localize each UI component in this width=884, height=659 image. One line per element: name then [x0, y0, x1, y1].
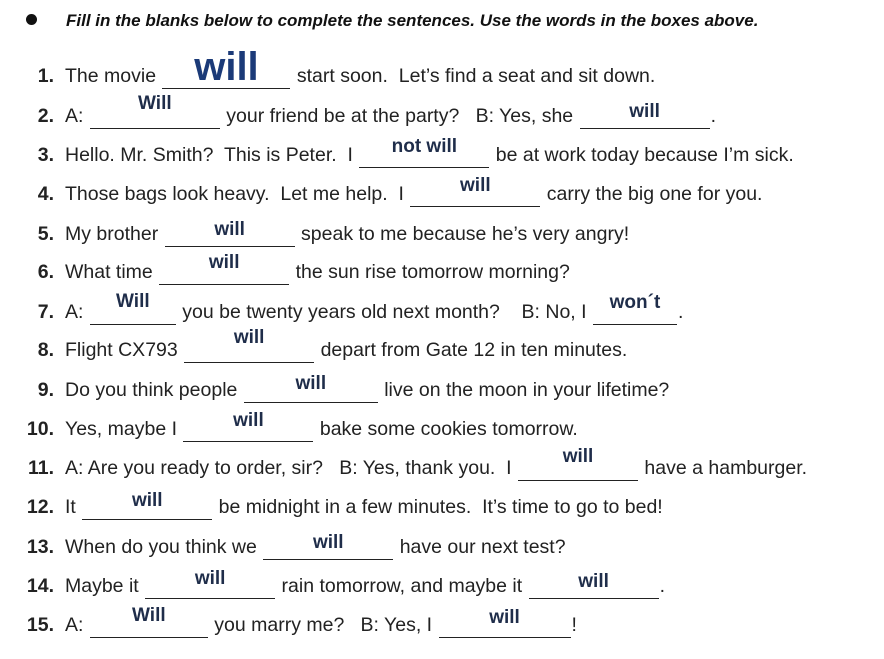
exercise-item	[0, 446, 884, 488]
sentence	[65, 93, 716, 129]
exercise-item	[0, 216, 884, 254]
handwritten-answer: will	[312, 532, 344, 553]
sentence	[65, 373, 670, 403]
exercise-item	[0, 411, 884, 449]
exercise-item	[0, 372, 884, 410]
sentence-text: rain tomorrow, and maybe it	[276, 575, 528, 597]
item-number: 8.	[37, 339, 54, 361]
sentence-text: .	[659, 575, 665, 597]
sentence	[65, 532, 566, 560]
handwritten-answer: will	[214, 219, 245, 240]
answer-blank[interactable]	[159, 252, 289, 285]
answer-blank[interactable]	[359, 136, 489, 168]
item-number: 3.	[37, 144, 54, 166]
item-number: 10.	[26, 418, 54, 440]
sentence-text: When do you think we	[65, 536, 263, 558]
instruction-text: Fill in the blanks below to complete the sentences. Use the words in the boxes above.	[66, 11, 759, 30]
sentence	[65, 291, 684, 325]
sentence	[65, 410, 578, 442]
handwritten-answer: will	[578, 571, 609, 592]
sentence-text: .	[677, 301, 684, 323]
sentence	[65, 175, 763, 207]
answer-blank[interactable]	[90, 605, 208, 638]
sentence	[65, 45, 656, 89]
handwritten-answer: will	[460, 175, 491, 196]
answer-blank[interactable]	[593, 292, 677, 325]
sentence-text: live on the moon in your lifetime?	[378, 379, 670, 401]
sentence	[65, 136, 794, 168]
handwritten-answer: will	[489, 607, 520, 628]
handwritten-answer: will	[233, 327, 265, 348]
sentence	[65, 446, 808, 481]
item-number: 9.	[37, 379, 54, 401]
sentence-text: Yes, maybe I	[65, 418, 183, 440]
handwritten-answer: will	[194, 45, 259, 89]
sentence-text: .	[710, 105, 716, 127]
answer-blank[interactable]	[82, 490, 212, 520]
answer-blank[interactable]	[580, 101, 710, 129]
answer-blank[interactable]	[410, 175, 540, 207]
handwritten-answer: Will	[116, 291, 150, 312]
sentence-text: you be twenty years old next month? B: No, I	[176, 301, 592, 323]
item-number: 14.	[26, 575, 54, 597]
exercise-item	[0, 45, 884, 96]
answer-blank[interactable]	[439, 607, 571, 638]
sentence-text: Do you think people	[65, 379, 243, 401]
sentence-text: the sun rise tomorrow morning?	[290, 261, 570, 283]
item-number: 5.	[37, 223, 54, 245]
sentence-text: Maybe it	[65, 575, 145, 597]
sentence-text: have a hamburger.	[639, 457, 808, 479]
answer-blank[interactable]	[165, 219, 295, 247]
sentence-text: speak to me because he’s very angry!	[295, 223, 630, 245]
item-number: 11.	[27, 457, 54, 479]
answer-blank[interactable]	[529, 571, 659, 599]
sentence-text: Those bags look heavy. Let me help. I	[65, 183, 410, 205]
sentence-text: A:	[65, 301, 89, 323]
sentence-text: be at work today because I’m sick.	[490, 144, 794, 166]
sentence	[65, 327, 628, 363]
sentence-text: A:	[65, 614, 89, 636]
exercise-item	[0, 607, 884, 645]
sentence-text: Flight CX793	[65, 339, 184, 361]
sentence-text: be midnight in a few minutes. It’s time to go to bed!	[213, 496, 663, 518]
handwritten-answer: Will	[132, 605, 166, 626]
bullet-point	[26, 14, 37, 25]
sentence-text: your friend be at the party? B: Yes, she	[220, 105, 579, 127]
sentence	[65, 568, 665, 599]
sentence-text: It	[65, 496, 82, 518]
handwritten-answer: Will	[138, 93, 172, 114]
item-number: 2.	[37, 105, 54, 127]
item-number: 6.	[37, 261, 54, 283]
exercise-item	[0, 327, 884, 370]
exercise-item	[0, 137, 884, 175]
sentence-text: What time	[65, 261, 159, 283]
handwritten-answer: will	[194, 568, 226, 589]
handwritten-answer: will	[295, 373, 327, 394]
exercise-item	[0, 568, 884, 606]
sentence	[65, 490, 663, 520]
item-number: 4.	[37, 183, 54, 205]
answer-blank[interactable]	[162, 45, 290, 89]
sentence-text: A: Are you ready to order, sir? B: Yes, thank you. I	[65, 457, 518, 479]
answer-blank[interactable]	[184, 327, 314, 363]
sentence-text: start soon. Let’s find a seat and sit down.	[291, 65, 656, 87]
sentence-text: My brother	[65, 223, 164, 245]
exercise-item	[0, 291, 884, 332]
sentence	[65, 219, 630, 247]
answer-blank[interactable]	[183, 410, 313, 442]
answer-blank[interactable]	[244, 373, 378, 403]
sentence-text: carry the big one for you.	[541, 183, 763, 205]
handwritten-answer: will	[562, 446, 594, 467]
handwritten-answer: won´t	[609, 292, 661, 313]
sentence-text: !	[571, 614, 577, 636]
item-number: 12.	[26, 496, 54, 518]
handwritten-answer: will	[629, 101, 660, 122]
answer-blank[interactable]	[90, 93, 220, 129]
item-number: 7.	[37, 301, 54, 323]
sentence-text: Hello. Mr. Smith? This is Peter. I	[65, 144, 359, 166]
handwritten-answer: will	[131, 490, 163, 511]
exercise-item	[0, 176, 884, 214]
item-number: 1.	[37, 65, 54, 87]
exercise-item	[0, 529, 884, 567]
sentence-text: The movie	[65, 65, 162, 87]
handwritten-answer: not will	[391, 136, 458, 157]
item-number: 13.	[26, 536, 54, 558]
sentence	[65, 605, 577, 638]
handwritten-answer: will	[208, 252, 240, 273]
item-number: 15.	[26, 614, 54, 636]
exercise-item	[0, 93, 884, 136]
answer-blank[interactable]	[263, 532, 393, 560]
handwritten-answer: will	[233, 410, 264, 431]
answer-blank[interactable]	[518, 446, 638, 481]
sentence	[65, 252, 570, 285]
answer-blank[interactable]	[145, 568, 275, 599]
sentence-text: have our next test?	[394, 536, 566, 558]
sentence-text: bake some cookies tomorrow.	[314, 418, 578, 440]
exercise-item	[0, 254, 884, 292]
sentence-text: you marry me? B: Yes, I	[208, 614, 438, 636]
answer-blank[interactable]	[90, 291, 176, 325]
exercise-item	[0, 489, 884, 527]
sentence-text: depart from Gate 12 in ten minutes.	[315, 339, 628, 361]
sentence-text: A:	[65, 105, 89, 127]
